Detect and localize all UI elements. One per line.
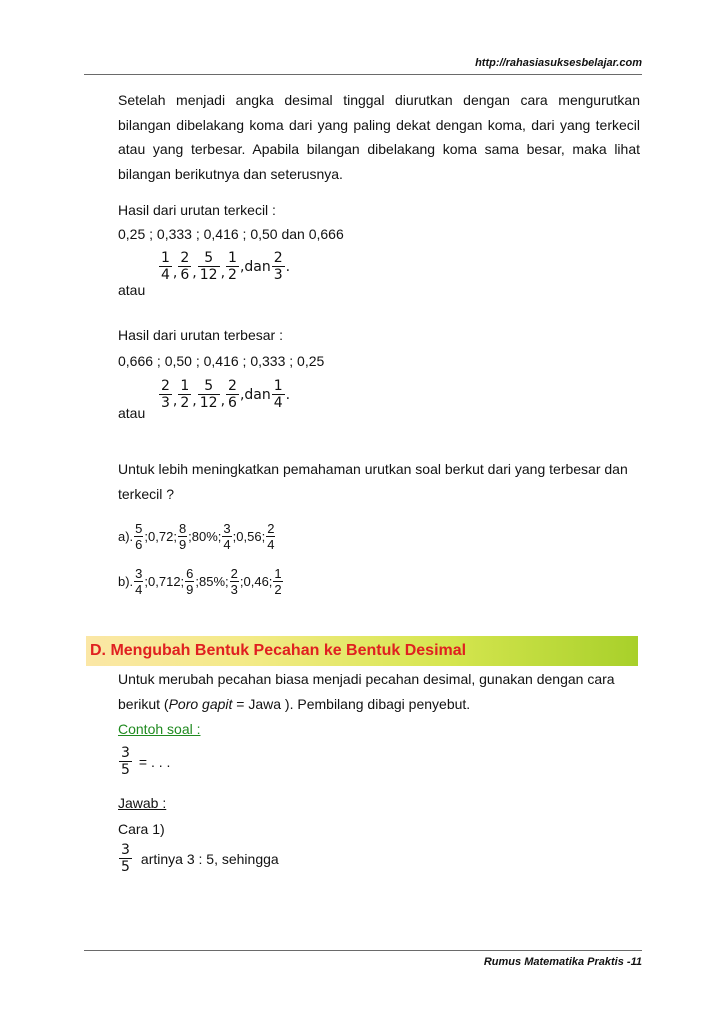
example-question: $\frac{3}{5}$ = . . . <box>121 745 171 778</box>
ascending-decimals: 0,25 ; 0,333 ; 0,416 ; 0,50 dan 0,666 <box>118 226 344 242</box>
section-para-1: Untuk merubah pecahan biasa menjadi pecahan desimal, gunakan dengan cara <box>118 671 615 687</box>
fraction: $\frac{2}{6}$ <box>180 250 190 283</box>
exercise-b: b). $\frac{3}{4}$ ;0,712; $\frac{6}{9}$ ;85%; $\frac{2}{3}$ ;0,46; $\frac{1}{2}$ <box>118 566 282 597</box>
fraction: $\frac{1}{4}$ <box>273 378 283 411</box>
fraction: $\frac{1}{2}$ <box>228 250 237 283</box>
fraction: $\frac{5}{6}$ <box>135 521 143 552</box>
method-line: $\frac{3}{5}$ artinya 3 : 5, sehingga <box>121 842 279 875</box>
header-rule <box>84 74 642 75</box>
descending-decimals: 0,666 ; 0,50 ; 0,416 ; 0,333 ; 0,25 <box>118 353 325 369</box>
fraction: $\frac{6}{9}$ <box>186 566 194 597</box>
fraction: $\frac{8}{9}$ <box>178 521 187 552</box>
fraction: $\frac{2}{6}$ <box>228 378 237 411</box>
exercise-a: a). $\frac{5}{6}$ ;0,72; $\frac{8}{9}$ ;80%; $\frac{3}{4}$ ;0,56; $\frac{2}{4}$ <box>118 521 275 552</box>
footer-text: Rumus Matematika Praktis -11 <box>483 956 642 968</box>
fraction: $\frac{5}{12}$ <box>199 250 218 283</box>
fraction: $\frac{1}{4}$ <box>161 250 170 283</box>
ascending-fractions: $\frac{1}{4}$ , $\frac{2}{6}$ , $\frac{5}{12}$ , $\frac{1}{2}$ ,dan $\frac{2}{3}$ . <box>161 250 291 283</box>
fraction: $\frac{2}{3}$ <box>161 378 170 411</box>
descending-fractions: $\frac{2}{3}$ , $\frac{1}{2}$ , $\frac{5}{12}$ , $\frac{2}{6}$ ,dan $\frac{1}{4}$ . <box>161 378 291 411</box>
descending-label: Hasil dari urutan terbesar : <box>118 327 283 343</box>
fraction: $\frac{1}{2}$ <box>274 566 282 597</box>
fraction: $\frac{2}{3}$ <box>230 566 238 597</box>
fraction: $\frac{3}{5}$ <box>121 842 130 875</box>
fraction: $\frac{1}{2}$ <box>180 378 190 411</box>
section-para-2: berikut (Poro gapit = Jawa ). Pembilang dibagi penyebut. <box>118 696 471 712</box>
footer-rule <box>84 950 642 951</box>
fraction: $\frac{2}{4}$ <box>267 521 275 552</box>
exercise-intro: Untuk lebih meningkatkan pemahaman urutkan soal berkut dari yang terbesar dan terkecil ? <box>118 461 628 502</box>
descending-atau: atau <box>118 405 146 421</box>
answer-label: Jawab : <box>118 795 167 811</box>
fraction: $\frac{5}{12}$ <box>199 378 218 411</box>
example-label: Contoh soal : <box>118 721 201 737</box>
header-url: http://rahasiasuksesbelajar.com <box>475 57 642 69</box>
ascending-label: Hasil dari urutan terkecil : <box>118 202 276 218</box>
fraction: $\frac{3}{4}$ <box>223 521 231 552</box>
ascending-atau: atau <box>118 282 146 298</box>
fraction: $\frac{3}{4}$ <box>135 566 143 597</box>
section-title: D. Mengubah Bentuk Pecahan ke Bentuk Desimal <box>90 642 467 659</box>
fraction: $\frac{3}{5}$ <box>121 745 130 778</box>
intro-paragraph: Setelah menjadi angka desimal tinggal diurutkan dengan cara mengurutkan bilangan dibelakang koma dari yang paling dekat dengan koma, dari yang terkecil atau yang terbesar. Apabila bilangan dibelakang koma sama besar, maka lihat bilangan berikutnya dan seterusnya. <box>118 92 640 182</box>
method-label: Cara 1) <box>118 821 165 837</box>
fraction: $\frac{2}{3}$ <box>273 250 283 283</box>
